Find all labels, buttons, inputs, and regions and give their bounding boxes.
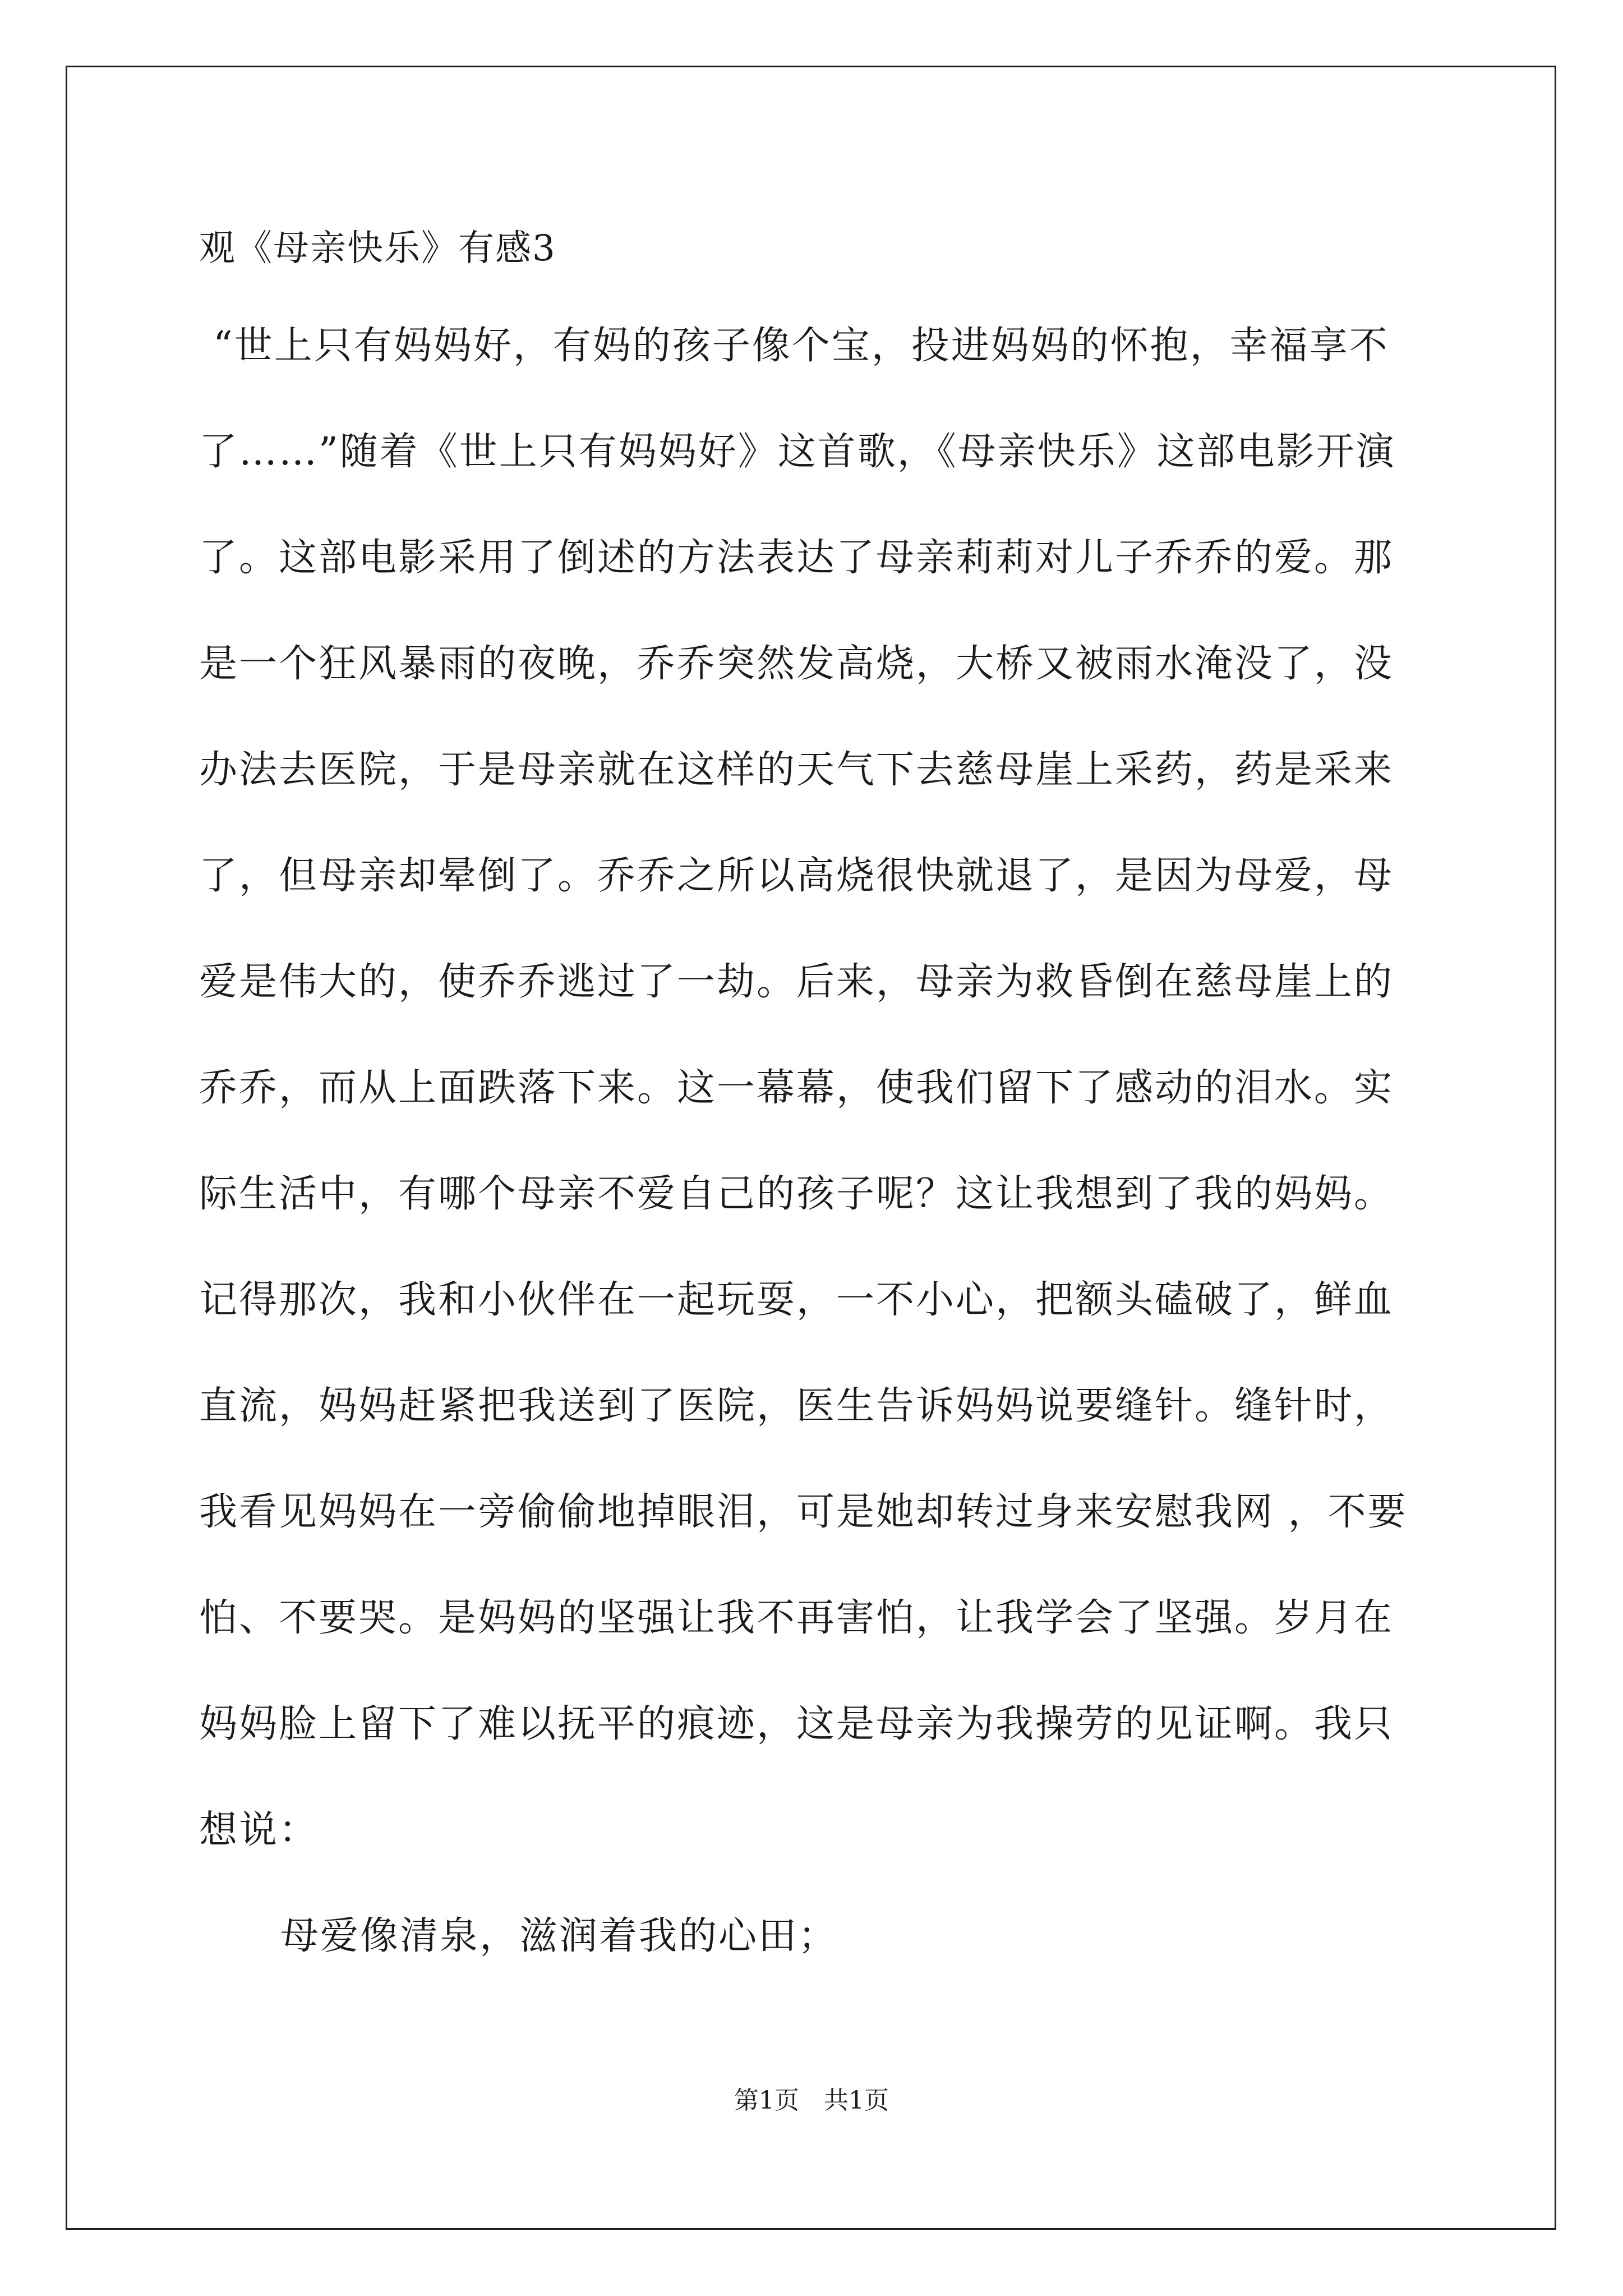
body-line: 是一个狂风暴雨的夜晚，乔乔突然发高烧，大桥又被雨水淹没了，没: [199, 642, 1394, 686]
body-line: 了。这部电影采用了倒述的方法表达了母亲莉莉对儿子乔乔的爱。那: [199, 536, 1394, 580]
page-number-footer: 第1页 共1页: [734, 2086, 889, 2115]
document-title: 观《母亲快乐》有感3: [199, 228, 556, 269]
body-line: 爱是伟大的，使乔乔逃过了一劫。后来，母亲为救昏倒在慈母崖上的: [199, 960, 1394, 1004]
body-line: 了，但母亲却晕倒了。乔乔之所以高烧很快就退了，是因为母爱，母: [199, 854, 1394, 898]
body-line: 母爱像清泉，滋润着我的心田；: [280, 1914, 838, 1958]
body-line: 了……”随着《世上只有妈妈好》这首歌，《母亲快乐》这部电影开演: [199, 430, 1396, 474]
body-line: 我看见妈妈在一旁偷偷地掉眼泪，可是她却转过身来安慰我网 ，不要: [199, 1490, 1408, 1534]
body-line: 办法去医院，于是母亲就在这样的天气下去慈母崖上采药，药是采来: [199, 748, 1394, 792]
body-line: 想说：: [199, 1808, 319, 1852]
page-border: [66, 66, 1556, 2230]
body-line: 妈妈脸上留下了难以抚平的痕迹，这是母亲为我操劳的见证啊。我只: [199, 1702, 1394, 1746]
body-line: 直流，妈妈赶紧把我送到了医院，医生告诉妈妈说要缝针。缝针时，: [199, 1384, 1394, 1428]
body-line: 怕、不要哭。是妈妈的坚强让我不再害怕，让我学会了坚强。岁月在: [199, 1596, 1394, 1640]
body-line: 记得那次，我和小伙伴在一起玩耍，一不小心，把额头磕破了，鲜血: [199, 1278, 1394, 1322]
body-line: “世上只有妈妈好，有妈的孩子像个宝，投进妈妈的怀抱，幸福享不: [213, 324, 1389, 368]
body-line: 乔乔，而从上面跌落下来。这一幕幕，使我们留下了感动的泪水。实: [199, 1066, 1394, 1110]
body-line: 际生活中，有哪个母亲不爱自己的孩子呢？这让我想到了我的妈妈。: [199, 1172, 1394, 1216]
